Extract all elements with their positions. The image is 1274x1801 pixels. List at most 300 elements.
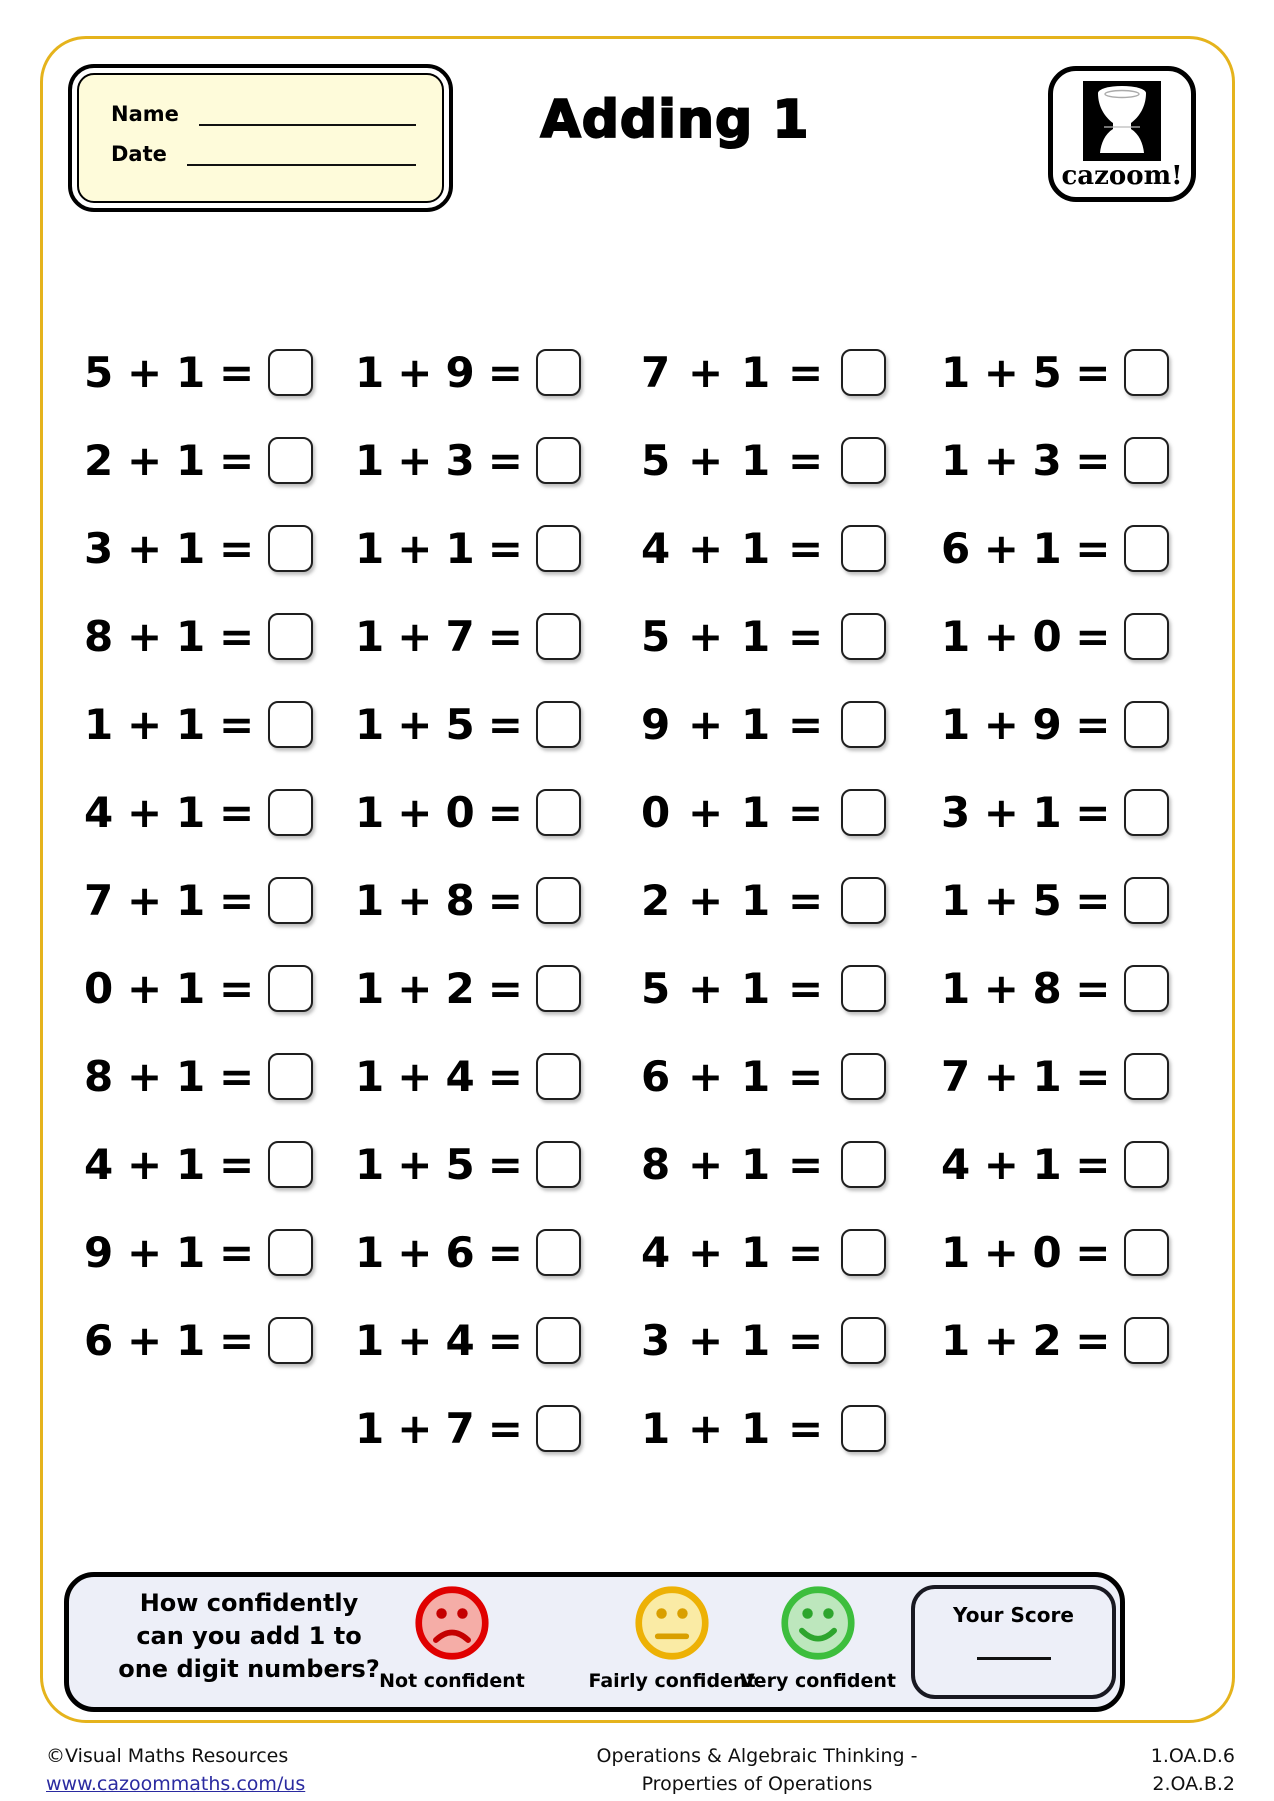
answer-box[interactable]: [841, 1141, 886, 1188]
footer-topic-line2: Properties of Operations: [641, 1773, 873, 1795]
answer-box[interactable]: [268, 1053, 313, 1100]
addend-first: 2: [84, 435, 114, 485]
plus-sign: +: [983, 963, 1019, 1013]
answer-box[interactable]: [1124, 965, 1169, 1012]
addend-first: 1: [355, 523, 385, 573]
problem: [641, 328, 886, 416]
answer-box[interactable]: [1124, 437, 1169, 484]
addend-second: 0: [445, 787, 475, 837]
answer-box[interactable]: [536, 437, 581, 484]
problem: [941, 1032, 1169, 1120]
addend-first: 6: [941, 523, 971, 573]
addend-second: 1: [741, 1227, 771, 1277]
equals-sign: =: [487, 1051, 523, 1101]
plus-sign: +: [688, 787, 724, 837]
plus-sign: +: [688, 1315, 724, 1365]
answer-box[interactable]: [841, 789, 886, 836]
addend-first: 5: [641, 611, 671, 661]
plus-sign: +: [397, 787, 433, 837]
addend-second: 5: [445, 1139, 475, 1189]
equals-sign: =: [219, 523, 255, 573]
answer-box[interactable]: [268, 701, 313, 748]
addend-second: 1: [1032, 523, 1062, 573]
problem: [941, 592, 1169, 680]
problem: [355, 504, 581, 592]
answer-box[interactable]: [536, 789, 581, 836]
problem: [941, 856, 1169, 944]
plus-sign: +: [983, 875, 1019, 925]
plus-sign: +: [127, 347, 163, 397]
addend-second: 1: [176, 963, 206, 1013]
problem: [355, 1208, 581, 1296]
problem: [941, 1208, 1169, 1296]
addend-second: 1: [176, 875, 206, 925]
addend-first: 0: [641, 787, 671, 837]
equals-sign: =: [219, 699, 255, 749]
plus-sign: +: [127, 1051, 163, 1101]
problems-column-4: [941, 328, 1169, 1472]
confidence-option-neutral: [588, 1585, 756, 1692]
addend-first: 5: [84, 347, 114, 397]
problem: [941, 328, 1169, 416]
addend-first: 5: [641, 435, 671, 485]
equals-sign: =: [788, 787, 824, 837]
answer-box[interactable]: [536, 701, 581, 748]
problem: [355, 1296, 581, 1384]
problem: [641, 856, 886, 944]
equals-sign: =: [487, 611, 523, 661]
answer-box[interactable]: [536, 525, 581, 572]
equals-sign: =: [219, 787, 255, 837]
plus-sign: +: [127, 611, 163, 661]
confidence-option-sad: [372, 1585, 532, 1692]
addend-first: 1: [355, 1403, 385, 1453]
addend-first: 7: [84, 875, 114, 925]
addend-first: 6: [84, 1315, 114, 1365]
problem: [641, 768, 886, 856]
problem: [355, 416, 581, 504]
equals-sign: =: [219, 1139, 255, 1189]
addend-second: 1: [741, 611, 771, 661]
answer-box[interactable]: [841, 701, 886, 748]
equals-sign: =: [788, 435, 824, 485]
addend-second: 1: [176, 1051, 206, 1101]
answer-box[interactable]: [268, 437, 313, 484]
confidence-option-label: Fairly confident: [588, 1670, 756, 1692]
plus-sign: +: [983, 435, 1019, 485]
answer-box[interactable]: [1124, 1141, 1169, 1188]
plus-sign: +: [688, 611, 724, 661]
addend-second: 1: [176, 1139, 206, 1189]
problem: [84, 504, 313, 592]
addend-second: 3: [445, 435, 475, 485]
addend-first: 1: [355, 435, 385, 485]
answer-box[interactable]: [1124, 1229, 1169, 1276]
equals-sign: =: [788, 1403, 824, 1453]
addend-first: 2: [641, 875, 671, 925]
addend-first: 1: [355, 347, 385, 397]
answer-box[interactable]: [841, 1317, 886, 1364]
plus-sign: +: [397, 699, 433, 749]
addend-second: 7: [445, 611, 475, 661]
plus-sign: +: [127, 523, 163, 573]
equals-sign: =: [219, 435, 255, 485]
addend-second: 1: [741, 787, 771, 837]
equals-sign: =: [219, 611, 255, 661]
plus-sign: +: [688, 1227, 724, 1277]
plus-sign: +: [688, 875, 724, 925]
addend-first: 8: [84, 1051, 114, 1101]
score-input-line[interactable]: [977, 1657, 1051, 1660]
answer-box[interactable]: [536, 1053, 581, 1100]
answer-box[interactable]: [268, 1317, 313, 1364]
plus-sign: +: [397, 1051, 433, 1101]
addend-first: 1: [355, 875, 385, 925]
addend-second: 0: [1032, 611, 1062, 661]
answer-box[interactable]: [841, 613, 886, 660]
footer-left: [46, 1742, 305, 1798]
copyright-text: ©Visual Maths Resources: [46, 1745, 289, 1767]
confidence-option-happy: [738, 1585, 898, 1692]
plus-sign: +: [983, 787, 1019, 837]
equals-sign: =: [1075, 1227, 1111, 1277]
sad-face-icon[interactable]: [414, 1585, 490, 1661]
equals-sign: =: [487, 1315, 523, 1365]
plus-sign: +: [983, 1139, 1019, 1189]
plus-sign: +: [688, 523, 724, 573]
addend-first: 8: [641, 1139, 671, 1189]
equals-sign: =: [487, 347, 523, 397]
plus-sign: +: [983, 347, 1019, 397]
problem: [641, 592, 886, 680]
addend-first: 4: [641, 523, 671, 573]
standard-code-1: 1.OA.D.6: [1150, 1745, 1235, 1767]
plus-sign: +: [127, 963, 163, 1013]
problem: [84, 1120, 313, 1208]
addend-second: 1: [1032, 1139, 1062, 1189]
plus-sign: +: [983, 611, 1019, 661]
name-date-box-inner: [77, 73, 444, 203]
addend-first: 1: [941, 699, 971, 749]
plus-sign: +: [397, 1315, 433, 1365]
addend-second: 1: [176, 1315, 206, 1365]
answer-box[interactable]: [536, 1317, 581, 1364]
answer-box[interactable]: [1124, 877, 1169, 924]
answer-box[interactable]: [536, 1405, 581, 1452]
plus-sign: +: [983, 699, 1019, 749]
equals-sign: =: [788, 1139, 824, 1189]
answer-box[interactable]: [841, 1053, 886, 1100]
problem: [84, 856, 313, 944]
problem: [941, 1120, 1169, 1208]
problems-column-1: [84, 328, 313, 1472]
plus-sign: +: [397, 875, 433, 925]
addend-second: 1: [176, 787, 206, 837]
addend-second: 1: [176, 699, 206, 749]
addend-second: 8: [1032, 963, 1062, 1013]
equals-sign: =: [788, 1227, 824, 1277]
plus-sign: +: [397, 1139, 433, 1189]
answer-box[interactable]: [536, 349, 581, 396]
equals-sign: =: [788, 1051, 824, 1101]
problem: [355, 1120, 581, 1208]
problem: [941, 1296, 1169, 1384]
problem: [84, 1032, 313, 1120]
plus-sign: +: [397, 1227, 433, 1277]
addend-first: 1: [941, 1315, 971, 1365]
addend-first: 0: [84, 963, 114, 1013]
addend-first: 5: [641, 963, 671, 1013]
addend-second: 1: [741, 435, 771, 485]
plus-sign: +: [397, 611, 433, 661]
equals-sign: =: [219, 875, 255, 925]
addend-first: 9: [84, 1227, 114, 1277]
problem: [355, 768, 581, 856]
answer-box[interactable]: [1124, 613, 1169, 660]
addend-second: 4: [445, 1051, 475, 1101]
confidence-question-line: can you add 1 to: [136, 1622, 362, 1650]
answer-box[interactable]: [268, 789, 313, 836]
addend-second: 0: [1032, 1227, 1062, 1277]
page-title: Adding 1: [540, 90, 810, 150]
equals-sign: =: [1075, 787, 1111, 837]
equals-sign: =: [788, 875, 824, 925]
answer-box[interactable]: [841, 349, 886, 396]
neutral-face-icon[interactable]: [634, 1585, 710, 1661]
equals-sign: =: [788, 523, 824, 573]
equals-sign: =: [487, 963, 523, 1013]
problem: [641, 416, 886, 504]
plus-sign: +: [688, 347, 724, 397]
equals-sign: =: [219, 347, 255, 397]
answer-box[interactable]: [1124, 525, 1169, 572]
addend-first: 4: [84, 1139, 114, 1189]
answer-box[interactable]: [268, 1141, 313, 1188]
addend-second: 2: [445, 963, 475, 1013]
plus-sign: +: [127, 875, 163, 925]
footer-center: [557, 1742, 957, 1798]
confidence-question-line: one digit numbers?: [118, 1655, 380, 1683]
problem: [84, 416, 313, 504]
plus-sign: +: [397, 963, 433, 1013]
plus-sign: +: [688, 963, 724, 1013]
answer-box[interactable]: [1124, 349, 1169, 396]
answer-box[interactable]: [268, 349, 313, 396]
problem: [641, 504, 886, 592]
problem: [355, 1032, 581, 1120]
date-input-line[interactable]: [187, 140, 416, 166]
problem: [84, 328, 313, 416]
answer-box[interactable]: [841, 437, 886, 484]
problem: [641, 1032, 886, 1120]
problems-column-2: [355, 328, 581, 1472]
plus-sign: +: [397, 347, 433, 397]
answer-box[interactable]: [268, 525, 313, 572]
addend-second: 6: [445, 1227, 475, 1277]
cazoom-logo: [1048, 66, 1196, 202]
answer-box[interactable]: [841, 1229, 886, 1276]
answer-box[interactable]: [841, 525, 886, 572]
plus-sign: +: [983, 1315, 1019, 1365]
equals-sign: =: [1075, 1051, 1111, 1101]
answer-box[interactable]: [1124, 1317, 1169, 1364]
footer-standards: [1151, 1742, 1235, 1798]
drum-icon: [1083, 81, 1161, 161]
equals-sign: =: [487, 523, 523, 573]
problem: [355, 1384, 581, 1472]
plus-sign: +: [688, 435, 724, 485]
addend-first: 1: [355, 1139, 385, 1189]
score-box: [911, 1585, 1116, 1699]
addend-first: 1: [941, 1227, 971, 1277]
addend-second: 1: [176, 523, 206, 573]
addend-first: 1: [355, 611, 385, 661]
equals-sign: =: [1075, 699, 1111, 749]
answer-box[interactable]: [841, 877, 886, 924]
problem: [84, 768, 313, 856]
addend-first: 1: [84, 699, 114, 749]
confidence-question-line: How confidently: [139, 1589, 359, 1617]
addend-second: 1: [741, 1051, 771, 1101]
name-input-line[interactable]: [199, 100, 416, 126]
answer-box[interactable]: [536, 877, 581, 924]
equals-sign: =: [1075, 347, 1111, 397]
problem: [84, 1208, 313, 1296]
addend-second: 1: [741, 1315, 771, 1365]
plus-sign: +: [688, 1403, 724, 1453]
problem: [84, 944, 313, 1032]
addend-second: 9: [445, 347, 475, 397]
addend-first: 1: [355, 699, 385, 749]
problem: [641, 1296, 886, 1384]
plus-sign: +: [127, 1315, 163, 1365]
equals-sign: =: [788, 1315, 824, 1365]
plus-sign: +: [127, 1227, 163, 1277]
addend-first: 3: [641, 1315, 671, 1365]
addend-first: 1: [941, 347, 971, 397]
equals-sign: =: [487, 1227, 523, 1277]
website-link[interactable]: www.cazoommaths.com/us: [46, 1773, 306, 1795]
plus-sign: +: [127, 699, 163, 749]
problem: [84, 680, 313, 768]
addend-second: 5: [1032, 347, 1062, 397]
addend-second: 1: [1032, 1051, 1062, 1101]
addend-second: 1: [741, 523, 771, 573]
answer-box[interactable]: [1124, 701, 1169, 748]
addend-second: 2: [1032, 1315, 1062, 1365]
addend-first: 1: [641, 1403, 671, 1453]
equals-sign: =: [487, 787, 523, 837]
addend-second: 1: [176, 435, 206, 485]
problem: [641, 1384, 886, 1472]
problem-spacer: [84, 1384, 313, 1472]
addend-second: 9: [1032, 699, 1062, 749]
addend-first: 3: [84, 523, 114, 573]
addend-first: 1: [941, 611, 971, 661]
equals-sign: =: [219, 1227, 255, 1277]
addend-first: 1: [355, 1051, 385, 1101]
problem: [941, 944, 1169, 1032]
date-label: Date: [111, 142, 167, 166]
problems-column-3: [641, 328, 886, 1472]
answer-box[interactable]: [1124, 1053, 1169, 1100]
equals-sign: =: [1075, 1315, 1111, 1365]
plus-sign: +: [127, 435, 163, 485]
answer-box[interactable]: [841, 1405, 886, 1452]
addend-second: 1: [741, 875, 771, 925]
equals-sign: =: [219, 1315, 255, 1365]
score-label: Your Score: [953, 1603, 1074, 1627]
problem: [355, 944, 581, 1032]
plus-sign: +: [127, 1139, 163, 1189]
addend-first: 1: [355, 1227, 385, 1277]
answer-box[interactable]: [536, 1141, 581, 1188]
plus-sign: +: [127, 787, 163, 837]
answer-box[interactable]: [1124, 789, 1169, 836]
addend-first: 7: [641, 347, 671, 397]
equals-sign: =: [788, 963, 824, 1013]
problem: [641, 1120, 886, 1208]
plus-sign: +: [397, 523, 433, 573]
answer-box[interactable]: [268, 1229, 313, 1276]
answer-box[interactable]: [268, 965, 313, 1012]
problem: [641, 1208, 886, 1296]
confidence-question: [104, 1587, 394, 1686]
problem: [355, 592, 581, 680]
equals-sign: =: [487, 699, 523, 749]
addend-second: 1: [176, 1227, 206, 1277]
problem: [355, 856, 581, 944]
plus-sign: +: [983, 1051, 1019, 1101]
problem: [941, 416, 1169, 504]
answer-box[interactable]: [536, 613, 581, 660]
answer-box[interactable]: [841, 965, 886, 1012]
plus-sign: +: [983, 1227, 1019, 1277]
equals-sign: =: [1075, 523, 1111, 573]
equals-sign: =: [487, 1403, 523, 1453]
addend-second: 1: [176, 611, 206, 661]
problem: [355, 328, 581, 416]
addend-first: 6: [641, 1051, 671, 1101]
problem: [641, 680, 886, 768]
answer-box[interactable]: [268, 613, 313, 660]
addend-first: 1: [355, 963, 385, 1013]
equals-sign: =: [1075, 435, 1111, 485]
happy-face-icon[interactable]: [780, 1585, 856, 1661]
equals-sign: =: [219, 1051, 255, 1101]
equals-sign: =: [1075, 875, 1111, 925]
date-row: [111, 140, 416, 166]
name-row: [111, 100, 416, 126]
problem: [355, 680, 581, 768]
addend-second: 5: [1032, 875, 1062, 925]
equals-sign: =: [487, 435, 523, 485]
addend-first: 1: [941, 963, 971, 1013]
addend-first: 4: [84, 787, 114, 837]
problem: [941, 504, 1169, 592]
addend-first: 1: [355, 1315, 385, 1365]
problem: [641, 944, 886, 1032]
answer-box[interactable]: [536, 1229, 581, 1276]
answer-box[interactable]: [536, 965, 581, 1012]
plus-sign: +: [397, 1403, 433, 1453]
answer-box[interactable]: [268, 877, 313, 924]
problem: [84, 592, 313, 680]
addend-second: 1: [445, 523, 475, 573]
addend-second: 1: [741, 1403, 771, 1453]
confidence-option-label: Very confident: [740, 1670, 896, 1692]
plus-sign: +: [688, 1139, 724, 1189]
